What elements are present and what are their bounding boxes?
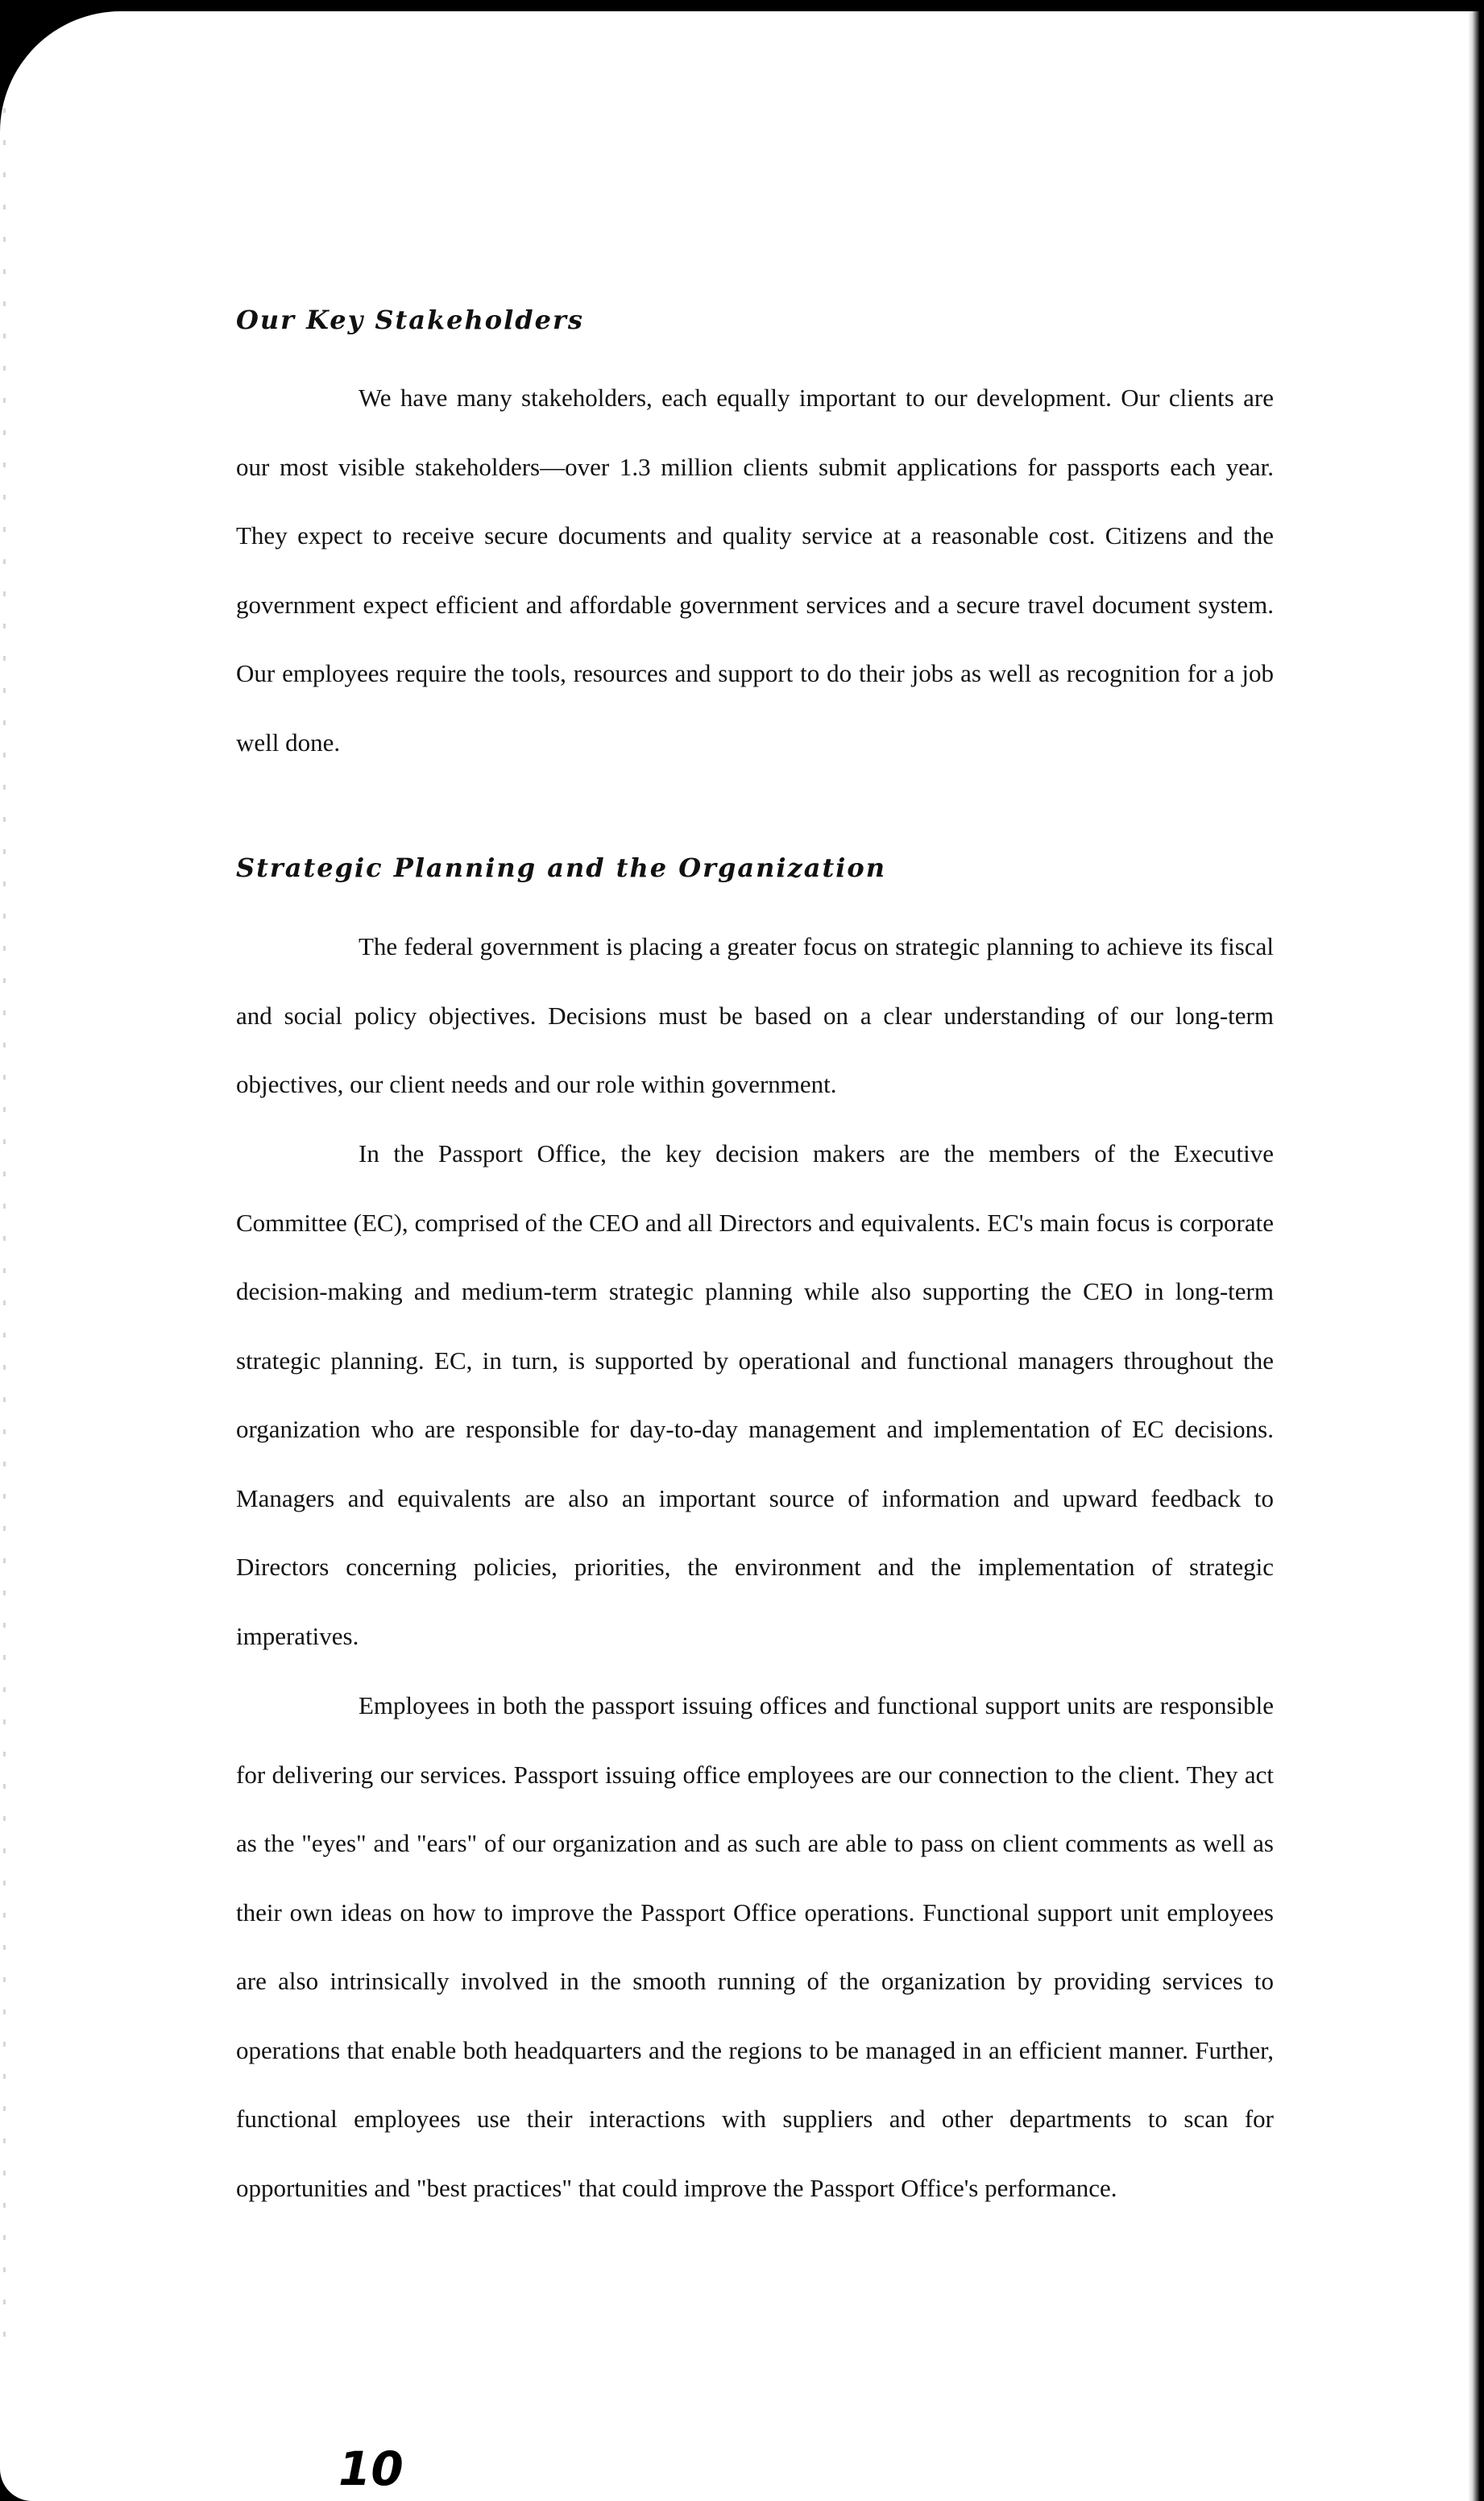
scan-edge-left — [3, 108, 6, 2364]
paragraph-stakeholders: We have many stakeholders, each equally important to our development. Our clients are our most visible stakeholders—over 1.3 million clients submit applications for passports each year. They expect to receive secure documents and quality service at a reasonable cost. Citizens and the government expect efficient and affordable government services and a secure travel document system. Our employees require the tools, resources and support to do their jobs as well as recognition for a job well done. — [236, 384, 1274, 757]
document-page — [0, 11, 1479, 2501]
scan-edge-right — [1468, 11, 1479, 2501]
paragraph-strategic-2: In the Passport Office, the key decision makers are the members of the Executive Committee (EC), comprised of the CEO and all Directors and equivalents. EC's main focus is corporate decision-making and medium-term strategic planning while also supporting the CEO in long-term strategic planning. EC, in turn, is supported by operational and functional managers throughout the organization who are responsible for day-to-day management and implementation of EC decisions. Managers and equivalents are also an important source of information and upward feedback to Directors concerning policies, priorities, the environment and the implementation of strategic imperatives. — [236, 1139, 1274, 1650]
page-number: 10 — [338, 2441, 404, 2496]
section-heading-strategic-planning: Strategic Planning and the Organization — [236, 852, 886, 883]
paragraph-strategic-3: Employees in both the passport issuing offices and functional support units are responsible for delivering our services. Passport issuing office employees are our connection to the client. They act as the "eyes" and "ears" of our organization and as such are able to pass on client comments as well as their own ideas on how to improve the Passport Office operations. Functional support unit employees are also intrinsically involved in the smooth running of the organization by providing services to operations that enable both headquarters and the regions to be managed in an efficient manner. Further, functional employees use their interactions with suppliers and other departments to scan for opportunities and "best practices" that could improve the Passport Office's performance. — [236, 1691, 1274, 2202]
paragraph-strategic-1: The federal government is placing a greater focus on strategic planning to achieve its fiscal and social policy objectives. Decisions must be based on a clear understanding of our long-term objectives, our client needs and our role within government. — [236, 932, 1274, 1098]
section-heading-stakeholders: Our Key Stakeholders — [236, 305, 584, 335]
